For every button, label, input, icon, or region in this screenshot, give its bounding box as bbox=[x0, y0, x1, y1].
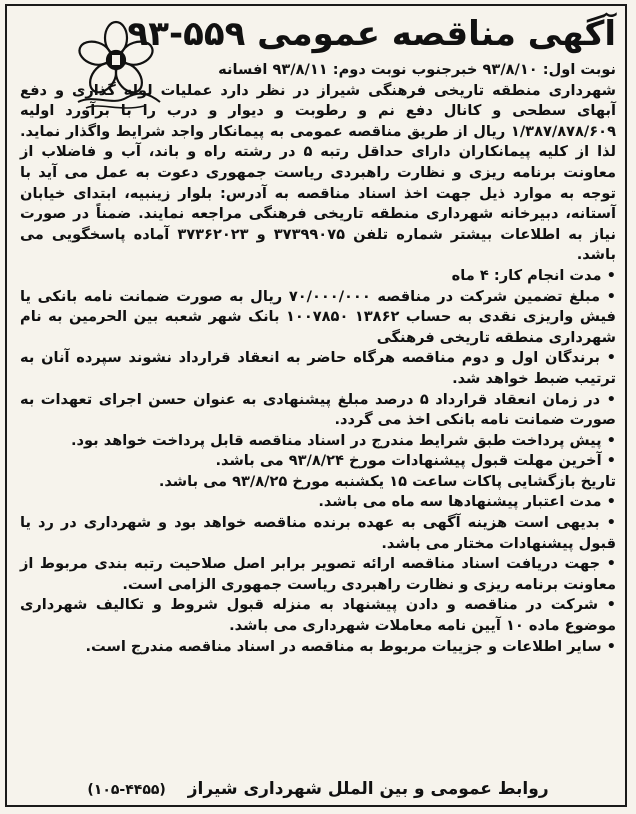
conditions-list-2 bbox=[20, 492, 616, 657]
condition-prepayment: • پیش پرداخت طبق شرایط مندرج در اسناد مناقصه قابل پرداخت خواهد بود. bbox=[20, 431, 616, 452]
condition-winners: • برندگان اول و دوم مناقصه هرگاه حاضر به انعقاد قرارداد نشوند سپرده آنان به ترتیب ضبط خواهد شد. bbox=[20, 348, 616, 389]
opening-date-line: تاریخ بازگشایی پاکات ساعت ۱۵ یکشنبه مورخ ۹۳/۸/۲۵ می باشد. bbox=[158, 472, 616, 490]
condition-guarantee: • مبلغ تضمین شرکت در مناقصه ۷۰/۰۰۰/۰۰۰ ریال به صورت ضمانت نامه بانکی یا فیش واریزی نقدی به حساب ۱۳۸۶۲ ۱۰۰۷۸۵۰ بانک شهر شعبه بین الحرمین به نام شهرداری منطقه تاریخی فرهنگی bbox=[20, 287, 616, 349]
publication-line: نوبت اول: ۹۳/۸/۱۰ خبرجنوب نوبت دوم: ۹۳/۸/۱۱ افسانه bbox=[218, 61, 616, 78]
signature-text: روابط عمومی و بین الملل شهرداری شیراز bbox=[187, 779, 549, 799]
condition-other-info: • سایر اطلاعات و جزییات مربوط به مناقصه در اسناد مناقصه مندرج است. bbox=[20, 637, 616, 658]
condition-acceptance: • شرکت در مناقصه و دادن پیشنهاد به منزله قبول شروط و تکالیف شهرداری موضوع ماده ۱۰ آیین نامه معاملات شهرداری می باشد. bbox=[20, 595, 616, 636]
condition-validity: • مدت اعتبار پیشنهادها سه ماه می باشد. bbox=[20, 492, 616, 513]
intro-paragraph: شهرداری منطقه تاریخی فرهنگی شیراز در نظر دارد عملیات لوله گذاری و دفع آبهای سطحی و کانال دفع نم و رطوبت و دیوار و درب را با برآورد اولیه ۱/۳۸۷/۸۷۸/۶۰۹ ریال از طریق مناقصه عمومی به پیمانکار واجد شرایط واگذار نماید. لذا از کلیه پیمانکاران دارای حداقل رتبه ۵ در رشته راه و باند، آب و فاضلاب از معاونت برنامه ریزی و نظارت راهبردی ریاست جمهوری دعوت به عمل می آید با توجه به موارد ذیل جهت اخذ اسناد مناقصه به آدرس: بلوار زینبیه، ابتدای خیابان آستانه، دبیرخانه شهرداری منطقه تاریخی فرهنگی مراجعه نمایند. ضمناً در صورت نیاز به اطلاعات بیشتر شماره تلفن ۳۷۳۹۹۰۷۵ و ۳۷۳۶۲۰۲۳ آماده پاسخگویی می باشد. bbox=[20, 81, 616, 264]
condition-performance-bond: • در زمان انعقاد قرارداد ۵ درصد مبلغ پیشنهادی به عنوان حسن اجرای تعهدات به صورت ضمانت نامه بانکی اخذ می گردد. bbox=[20, 390, 616, 431]
condition-qualification: • جهت دریافت اسناد مناقصه ارائه تصویر برابر اصل صلاحیت رتبه بندی مربوط از معاونت برنامه ریزی و نظارت راهبردی ریاست جمهوری الزامی است. bbox=[20, 554, 616, 595]
ad-code: (۴۴۵۵-۱۰۵) bbox=[87, 782, 166, 798]
conditions-list bbox=[20, 266, 616, 472]
ad-body bbox=[20, 60, 616, 657]
condition-duration: • مدت انجام کار: ۴ ماه bbox=[20, 266, 616, 287]
page-title: آگهی مناقصه عمومی ۵۵۹-۹۳ bbox=[127, 14, 616, 54]
condition-ad-cost: • بدیهی است هزینه آگهی به عهده برنده مناقصه خواهد بود و شهرداری در رد یا قبول پیشنهادات مختار می باشد. bbox=[20, 513, 616, 554]
condition-deadline: • آخرین مهلت قبول پیشنهادات مورخ ۹۳/۸/۲۴ می باشد. bbox=[20, 451, 616, 472]
footer-signature bbox=[20, 777, 616, 802]
